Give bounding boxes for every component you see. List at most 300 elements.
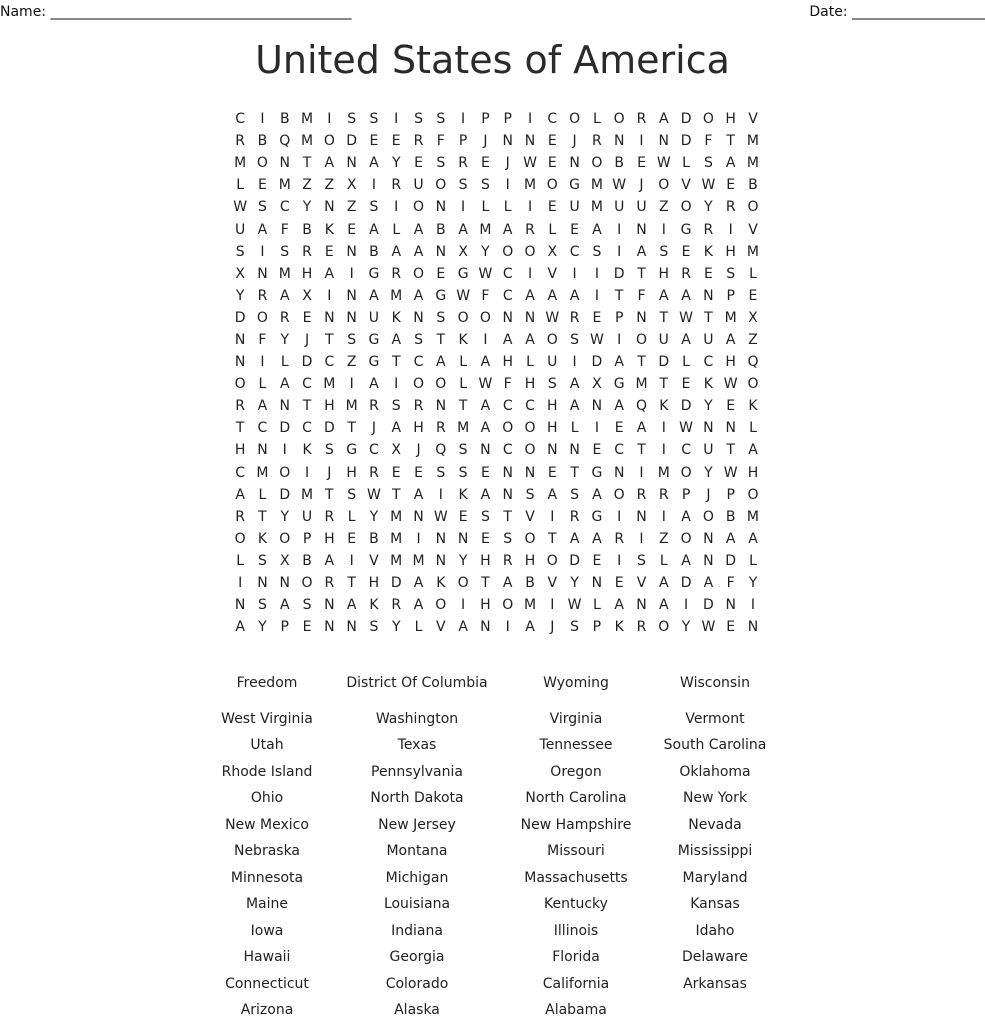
word-row xyxy=(198,865,776,892)
grid-letter: R xyxy=(413,133,424,150)
grid-letter: I xyxy=(617,508,622,525)
grid-letter: C xyxy=(703,354,714,371)
grid-letter: O xyxy=(747,376,759,393)
grid-letter: I xyxy=(461,111,466,128)
grid-letter: Y xyxy=(704,464,713,481)
word-item: Indiana xyxy=(391,922,443,939)
grid-letter: X xyxy=(235,265,245,282)
grid-letter: A xyxy=(480,398,491,415)
grid-row xyxy=(229,174,764,196)
grid-letter: N xyxy=(324,597,335,614)
grid-letter: M xyxy=(323,376,336,393)
grid-letter: A xyxy=(257,398,268,415)
grid-letter: G xyxy=(457,265,469,282)
grid-letter: N xyxy=(636,309,647,326)
word-row xyxy=(198,733,776,760)
grid-letter: R xyxy=(279,309,290,326)
grid-letter: A xyxy=(614,398,624,415)
grid-letter: G xyxy=(368,331,380,348)
grid-letter: A xyxy=(614,354,624,371)
grid-letter: O xyxy=(435,376,447,393)
grid-letter: A xyxy=(592,221,602,238)
grid-letter: O xyxy=(546,177,558,194)
grid-letter: I xyxy=(728,221,733,238)
grid-letter: I xyxy=(661,221,666,238)
word-item: Illinois xyxy=(553,922,599,939)
grid-letter: A xyxy=(525,619,535,636)
word-item: Minnesota xyxy=(230,869,304,886)
grid-letter: L xyxy=(592,111,601,128)
grid-letter: R xyxy=(502,552,513,569)
grid-row xyxy=(229,130,764,152)
grid-letter: O xyxy=(234,530,246,547)
grid-letter: S xyxy=(503,530,513,547)
grid-letter: E xyxy=(480,464,490,481)
grid-letter: R xyxy=(592,133,602,150)
grid-letter: A xyxy=(502,221,513,238)
grid-letter: H xyxy=(725,243,736,260)
grid-letter: J xyxy=(371,420,376,437)
word-item: Tennessee xyxy=(539,737,613,754)
grid-letter: B xyxy=(369,243,379,260)
grid-letter: D xyxy=(658,354,670,371)
word-item: Florida xyxy=(552,949,600,966)
word-item: Oklahoma xyxy=(679,763,751,780)
grid-letter: N xyxy=(234,597,246,614)
grid-letter: N xyxy=(346,155,357,172)
grid-letter: Z xyxy=(658,199,669,216)
word-item: North Dakota xyxy=(370,790,464,807)
grid-letter: M xyxy=(390,552,403,569)
grid-letter: A xyxy=(681,331,691,348)
grid-letter: S xyxy=(414,111,423,128)
grid-letter: Q xyxy=(435,442,447,459)
grid-letter: J xyxy=(706,486,711,503)
grid-letter: O xyxy=(591,155,603,172)
grid-letter: T xyxy=(481,575,490,592)
grid-letter: O xyxy=(279,530,291,547)
word-row xyxy=(198,945,776,972)
grid-letter: N xyxy=(279,155,290,172)
grid-letter: F xyxy=(503,376,512,393)
grid-letter: N xyxy=(435,552,447,569)
grid-letter: D xyxy=(279,420,291,437)
grid-letter: Y xyxy=(258,619,267,636)
word-item: New Jersey xyxy=(378,816,456,833)
grid-letter: E xyxy=(414,464,423,481)
grid-letter: I xyxy=(527,199,533,216)
grid-letter: T xyxy=(347,575,356,592)
word-row xyxy=(198,839,776,866)
grid-letter: S xyxy=(592,243,602,260)
grid-letter: H xyxy=(524,552,536,569)
grid-letter: N xyxy=(435,243,447,260)
grid-letter: E xyxy=(547,199,557,216)
grid-letter: K xyxy=(257,530,268,547)
grid-letter: I xyxy=(461,597,466,614)
word-item: Alabama xyxy=(545,1002,607,1019)
grid-letter: S xyxy=(637,552,646,569)
grid-letter: S xyxy=(235,243,245,260)
grid-letter: G xyxy=(368,354,380,371)
grid-letter: R xyxy=(703,221,714,238)
grid-letter: S xyxy=(258,597,267,614)
grid-letter: O xyxy=(256,155,268,172)
grid-letter: D xyxy=(680,575,692,592)
grid-letter: S xyxy=(258,199,267,216)
word-item: Mississippi xyxy=(677,843,753,860)
grid-letter: W xyxy=(612,177,627,194)
grid-letter: H xyxy=(346,464,357,481)
grid-letter: I xyxy=(505,177,510,194)
grid-letter: G xyxy=(435,287,447,304)
grid-letter: O xyxy=(658,619,670,636)
grid-letter: L xyxy=(481,199,490,216)
grid-letter: A xyxy=(369,287,379,304)
grid-letter: A xyxy=(324,265,335,282)
grid-row xyxy=(229,196,764,218)
word-item: Hawaii xyxy=(243,949,291,966)
grid-row xyxy=(229,241,764,263)
grid-letter: G xyxy=(346,442,358,459)
grid-letter: J xyxy=(327,464,332,481)
word-item: Vermont xyxy=(685,710,745,727)
grid-letter: S xyxy=(258,552,267,569)
grid-letter: L xyxy=(414,619,423,636)
word-row xyxy=(198,759,776,786)
grid-letter: R xyxy=(235,398,246,415)
grid-letter: Z xyxy=(346,354,357,371)
grid-letter: A xyxy=(369,155,379,172)
grid-letter: A xyxy=(547,486,558,503)
grid-letter: T xyxy=(637,354,646,371)
grid-letter: O xyxy=(546,331,558,348)
grid-letter: O xyxy=(479,309,491,326)
word-item: Maine xyxy=(245,896,289,913)
grid-letter: L xyxy=(570,420,579,437)
grid-letter: I xyxy=(661,508,666,525)
grid-letter: Y xyxy=(302,199,312,216)
grid-letter: A xyxy=(547,287,558,304)
grid-letter: W xyxy=(701,177,716,194)
grid-letter: T xyxy=(659,376,669,393)
grid-letter: R xyxy=(569,508,580,525)
grid-letter: L xyxy=(682,354,690,371)
grid-letter: E xyxy=(726,177,736,194)
grid-letter: R xyxy=(435,420,446,437)
grid-letter: Z xyxy=(346,199,357,216)
grid-letter: N xyxy=(524,464,536,481)
grid-row xyxy=(229,329,764,351)
grid-row xyxy=(229,373,764,395)
grid-letter: W xyxy=(523,155,537,172)
grid-letter: J xyxy=(416,442,421,459)
grid-letter: A xyxy=(413,221,424,238)
name-field-line: Name: ___________________________________________ xyxy=(0,4,352,20)
grid-letter: S xyxy=(369,199,379,216)
word-item: North Carolina xyxy=(525,790,627,807)
grid-letter: N xyxy=(324,309,335,326)
grid-letter: M xyxy=(278,265,291,282)
grid-letter: B xyxy=(525,575,535,592)
grid-letter: W xyxy=(701,619,716,636)
grid-letter: E xyxy=(547,133,557,150)
grid-letter: N xyxy=(324,199,335,216)
grid-letter: F xyxy=(704,133,713,150)
grid-letter: O xyxy=(435,597,447,614)
word-item: Missouri xyxy=(547,843,605,860)
grid-letter: Q xyxy=(279,133,291,150)
grid-letter: K xyxy=(614,619,624,636)
grid-letter: A xyxy=(525,287,535,304)
grid-letter: N xyxy=(658,133,670,150)
grid-letter: A xyxy=(659,111,669,128)
grid-letter: T xyxy=(726,133,735,150)
grid-letter: N xyxy=(703,420,714,437)
grid-letter: E xyxy=(324,243,334,260)
word-item: South Carolina xyxy=(663,737,767,754)
grid-letter: S xyxy=(436,111,446,128)
grid-letter: U xyxy=(658,331,669,348)
grid-letter: I xyxy=(416,530,421,547)
word-item: Virginia xyxy=(549,710,603,727)
grid-letter: W xyxy=(233,199,248,216)
grid-letter: A xyxy=(279,597,290,614)
grid-letter: L xyxy=(592,597,601,614)
grid-letter: S xyxy=(280,243,290,260)
grid-letter: N xyxy=(234,331,246,348)
grid-letter: X xyxy=(748,309,758,326)
grid-letter: I xyxy=(661,420,666,437)
grid-letter: M xyxy=(590,177,603,194)
grid-letter: O xyxy=(680,530,692,547)
grid-letter: T xyxy=(391,354,401,371)
grid-letter: X xyxy=(391,442,402,459)
grid-letter: L xyxy=(503,199,512,216)
grid-letter: H xyxy=(725,354,736,371)
grid-letter: C xyxy=(547,111,558,128)
grid-letter: D xyxy=(680,133,692,150)
grid-letter: I xyxy=(639,133,644,150)
grid-letter: N xyxy=(613,464,625,481)
grid-letter: I xyxy=(349,376,354,393)
grid-letter: R xyxy=(636,111,647,128)
word-item: Kansas xyxy=(690,896,740,913)
grid-letter: U xyxy=(413,177,424,194)
grid-row xyxy=(229,285,764,307)
grid-letter: A xyxy=(659,575,669,592)
grid-letter: O xyxy=(747,486,759,503)
grid-letter: D xyxy=(680,111,692,128)
grid-letter: O xyxy=(569,111,581,128)
grid-letter: T xyxy=(614,287,624,304)
grid-letter: V xyxy=(547,575,558,592)
grid-letter: Y xyxy=(681,619,691,636)
grid-letter: I xyxy=(594,287,599,304)
grid-letter: O xyxy=(457,309,469,326)
grid-letter: W xyxy=(679,420,693,437)
grid-letter: R xyxy=(614,530,625,547)
grid-row xyxy=(229,152,764,174)
grid-letter: A xyxy=(458,619,468,636)
grid-letter: S xyxy=(347,331,357,348)
grid-letter: R xyxy=(725,199,736,216)
grid-letter: D xyxy=(569,552,580,569)
grid-letter: E xyxy=(614,420,624,437)
grid-letter: N xyxy=(547,442,558,459)
word-item: Alaska xyxy=(394,1002,440,1019)
grid-letter: O xyxy=(502,420,514,437)
grid-letter: L xyxy=(459,354,468,371)
grid-letter: R xyxy=(369,464,379,481)
grid-letter: W xyxy=(567,597,582,614)
grid-letter: N xyxy=(279,575,290,592)
grid-letter: S xyxy=(391,398,401,415)
grid-letter: U xyxy=(235,221,246,238)
grid-letter: N xyxy=(703,552,714,569)
grid-letter: I xyxy=(617,221,622,238)
word-row xyxy=(198,660,776,706)
grid-letter: O xyxy=(635,331,647,348)
grid-letter: E xyxy=(414,155,423,172)
word-item: Arizona xyxy=(240,1002,294,1019)
grid-letter: H xyxy=(725,111,736,128)
grid-letter: S xyxy=(347,486,357,503)
grid-letter: N xyxy=(435,398,447,415)
grid-letter: I xyxy=(639,530,644,547)
grid-row xyxy=(229,506,764,528)
word-item: Pennsylvania xyxy=(371,763,463,780)
grid-letter: M xyxy=(523,177,537,194)
grid-letter: M xyxy=(479,221,492,238)
grid-row xyxy=(229,484,764,506)
grid-letter: M xyxy=(390,508,403,525)
grid-letter: Y xyxy=(704,398,713,415)
grid-letter: K xyxy=(458,486,468,503)
grid-letter: I xyxy=(750,597,756,614)
grid-row xyxy=(229,462,764,484)
grid-letter: N xyxy=(346,287,357,304)
grid-letter: N xyxy=(413,508,424,525)
grid-letter: M xyxy=(300,133,314,150)
grid-letter: Y xyxy=(391,619,401,636)
grid-letter: E xyxy=(637,155,646,172)
grid-letter: L xyxy=(682,155,690,172)
grid-letter: R xyxy=(235,508,246,525)
word-item: Iowa xyxy=(250,922,284,939)
word-row xyxy=(198,706,776,733)
word-item: New Hampshire xyxy=(520,816,632,833)
grid-letter: Y xyxy=(704,199,713,216)
grid-letter: A xyxy=(569,398,580,415)
word-item: Georgia xyxy=(389,949,445,966)
grid-letter: A xyxy=(748,530,758,547)
word-row xyxy=(198,786,776,813)
grid-letter: R xyxy=(324,575,335,592)
grid-letter: A xyxy=(413,575,424,592)
grid-letter: A xyxy=(391,331,402,348)
grid-letter: N xyxy=(569,155,580,172)
word-item: Arkansas xyxy=(683,975,747,992)
grid-letter: J xyxy=(505,155,510,172)
word-row xyxy=(198,918,776,945)
grid-letter: I xyxy=(617,552,622,569)
grid-letter: N xyxy=(591,398,603,415)
grid-letter: E xyxy=(480,530,490,547)
grid-letter: O xyxy=(702,111,714,128)
grid-letter: E xyxy=(726,619,736,636)
grid-letter: D xyxy=(702,597,714,614)
grid-letter: A xyxy=(279,376,290,393)
grid-letter: N xyxy=(457,530,469,547)
grid-letter: K xyxy=(659,398,669,415)
grid-letter: A xyxy=(725,530,736,547)
grid-letter: C xyxy=(302,376,312,393)
grid-letter: G xyxy=(591,464,603,481)
grid-letter: L xyxy=(347,508,356,525)
grid-letter: N xyxy=(502,309,513,326)
grid-letter: Z xyxy=(748,331,758,348)
grid-letter: A xyxy=(235,619,245,636)
grid-letter: A xyxy=(569,376,580,393)
grid-letter: M xyxy=(657,464,670,481)
grid-letter: F xyxy=(637,287,646,304)
grid-letter: A xyxy=(636,420,647,437)
grid-letter: E xyxy=(302,619,312,636)
grid-letter: J xyxy=(483,133,488,150)
grid-letter: A xyxy=(725,155,736,172)
grid-letter: G xyxy=(680,221,692,238)
grid-letter: E xyxy=(681,376,691,393)
word-item: District Of Columbia xyxy=(346,674,488,691)
grid-letter: N xyxy=(591,575,603,592)
grid-letter: X xyxy=(592,376,602,393)
grid-letter: E xyxy=(547,155,557,172)
grid-letter: N xyxy=(234,354,246,371)
word-row xyxy=(198,971,776,998)
grid-letter: A xyxy=(235,486,245,503)
grid-letter: C xyxy=(525,398,535,415)
grid-letter: N xyxy=(569,442,580,459)
grid-letter: I xyxy=(349,265,354,282)
grid-letter: H xyxy=(547,398,558,415)
grid-letter: A xyxy=(681,508,691,525)
grid-letter: M xyxy=(345,398,358,415)
grid-letter: R xyxy=(302,243,312,260)
grid-letter: S xyxy=(436,155,446,172)
grid-letter: E xyxy=(681,243,691,260)
grid-row xyxy=(229,528,764,550)
grid-letter: M xyxy=(256,464,269,481)
grid-letter: J xyxy=(639,177,644,194)
grid-letter: O xyxy=(524,243,536,260)
grid-letter: P xyxy=(726,287,735,304)
grid-letter: E xyxy=(570,221,580,238)
grid-letter: N xyxy=(747,619,759,636)
grid-letter: B xyxy=(302,221,312,238)
grid-letter: Y xyxy=(280,331,290,348)
grid-letter: P xyxy=(726,486,735,503)
grid-letter: G xyxy=(569,177,581,194)
grid-letter: I xyxy=(594,265,599,282)
grid-letter: T xyxy=(726,442,735,459)
grid-letter: F xyxy=(258,331,267,348)
grid-letter: B xyxy=(369,530,379,547)
grid-letter: N xyxy=(279,398,290,415)
grid-letter: O xyxy=(435,177,447,194)
grid-letter: N xyxy=(435,530,447,547)
grid-letter: M xyxy=(234,155,247,172)
